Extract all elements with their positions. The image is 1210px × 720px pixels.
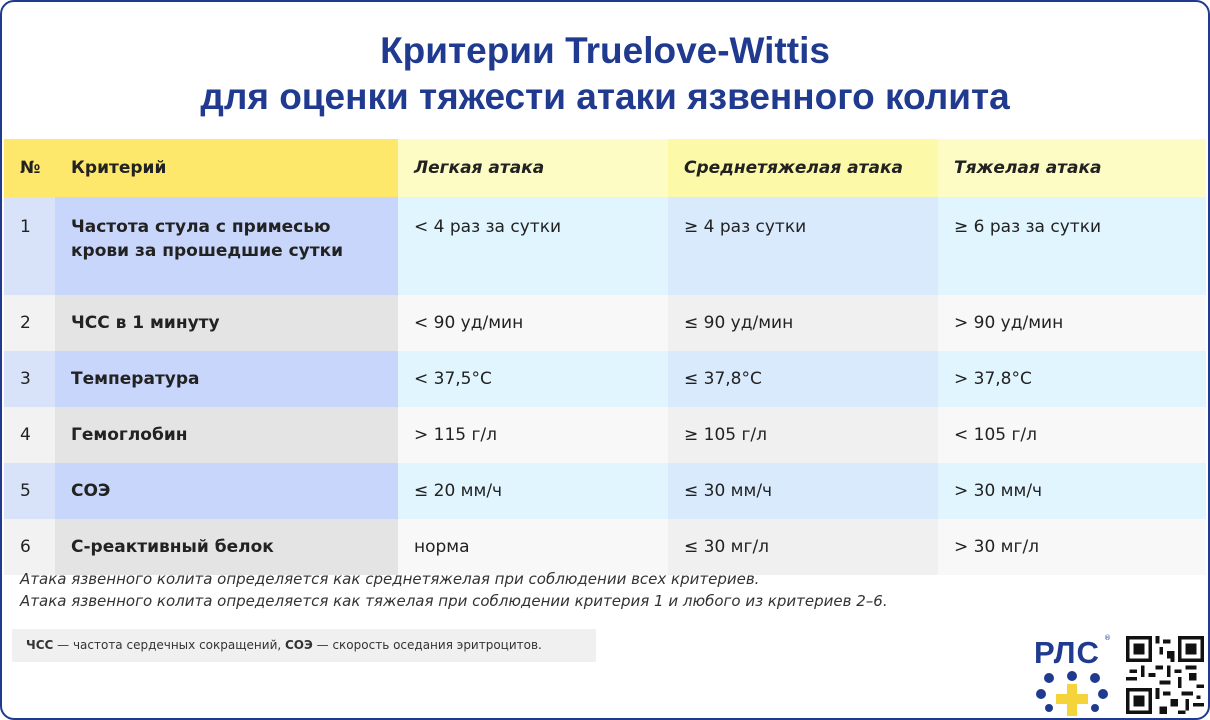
row-number: 5: [4, 463, 55, 519]
row-mild-value: < 37,5°С: [398, 351, 668, 407]
row-number: 6: [4, 519, 55, 575]
row-criterion: Температура: [55, 351, 398, 407]
row-mild-value: < 90 уд/мин: [398, 295, 668, 351]
row-criterion: Частота стула с примесью крови за прошедшие сутки: [55, 197, 398, 295]
abbr-esr-definition: — скорость оседания эритроцитов.: [312, 638, 542, 652]
row-severe-value: > 37,8°С: [938, 351, 1206, 407]
row-severe-value: > 30 мг/л: [938, 519, 1206, 575]
row-number: 1: [4, 197, 55, 295]
row-number: 3: [4, 351, 55, 407]
table-row: [4, 407, 1206, 463]
table-row: [4, 351, 1206, 407]
header-criterion: Критерий: [55, 139, 398, 197]
row-moderate-value: ≤ 30 мг/л: [668, 519, 938, 575]
row-mild-value: > 115 г/л: [398, 407, 668, 463]
row-moderate-value: ≤ 30 мм/ч: [668, 463, 938, 519]
footnote-severe: Атака язвенного колита определяется как тяжелая при соблюдении критерия 1 и любого из критериев 2–6.: [20, 592, 888, 610]
qr-code-icon: [1126, 636, 1204, 714]
table-row: [4, 519, 1206, 575]
header-mild: Легкая атака: [398, 139, 668, 197]
header-number: №: [4, 139, 55, 197]
abbr-hr: ЧСС: [26, 638, 54, 652]
abbreviations-box: [12, 629, 596, 662]
row-severe-value: > 30 мм/ч: [938, 463, 1206, 519]
title-line-1: Критерии Truelove-Wittis: [380, 30, 830, 71]
row-number: 2: [4, 295, 55, 351]
row-criterion: С-реактивный белок: [55, 519, 398, 575]
row-severe-value: < 105 г/л: [938, 407, 1206, 463]
row-criterion: ЧСС в 1 минуту: [55, 295, 398, 351]
title-line-2: для оценки тяжести атаки язвенного колита: [200, 76, 1010, 117]
table-row: [4, 463, 1206, 519]
row-moderate-value: ≤ 90 уд/мин: [668, 295, 938, 351]
row-severe-value: ≥ 6 раз за сутки: [938, 197, 1206, 295]
criteria-table: [4, 139, 1206, 575]
page-title: [2, 28, 1208, 120]
row-moderate-value: ≥ 4 раз сутки: [668, 197, 938, 295]
footnotes: [20, 568, 888, 612]
rls-logo: [1034, 636, 1114, 716]
footnote-moderate: Атака язвенного колита определяется как среднетяжелая при соблюдении всех критериев.: [20, 570, 760, 588]
row-moderate-value: ≤ 37,8°С: [668, 351, 938, 407]
header-moderate: Среднетяжелая атака: [668, 139, 938, 197]
logo-text: РЛС: [1034, 635, 1100, 670]
header-severe: Тяжелая атака: [938, 139, 1206, 197]
abbr-esr: СОЭ: [285, 638, 313, 652]
table-row: [4, 197, 1206, 295]
row-mild-value: < 4 раз за сутки: [398, 197, 668, 295]
row-mild-value: ≤ 20 мм/ч: [398, 463, 668, 519]
abbr-hr-definition: — частота сердечных сокращений,: [53, 638, 285, 652]
table-header-row: [4, 139, 1206, 197]
logo-registered-mark: ®: [1104, 634, 1111, 642]
row-number: 4: [4, 407, 55, 463]
cross-dots-icon: [1034, 670, 1114, 716]
row-criterion: Гемоглобин: [55, 407, 398, 463]
row-severe-value: > 90 уд/мин: [938, 295, 1206, 351]
row-moderate-value: ≥ 105 г/л: [668, 407, 938, 463]
row-mild-value: норма: [398, 519, 668, 575]
table-row: [4, 295, 1206, 351]
row-criterion: СОЭ: [55, 463, 398, 519]
